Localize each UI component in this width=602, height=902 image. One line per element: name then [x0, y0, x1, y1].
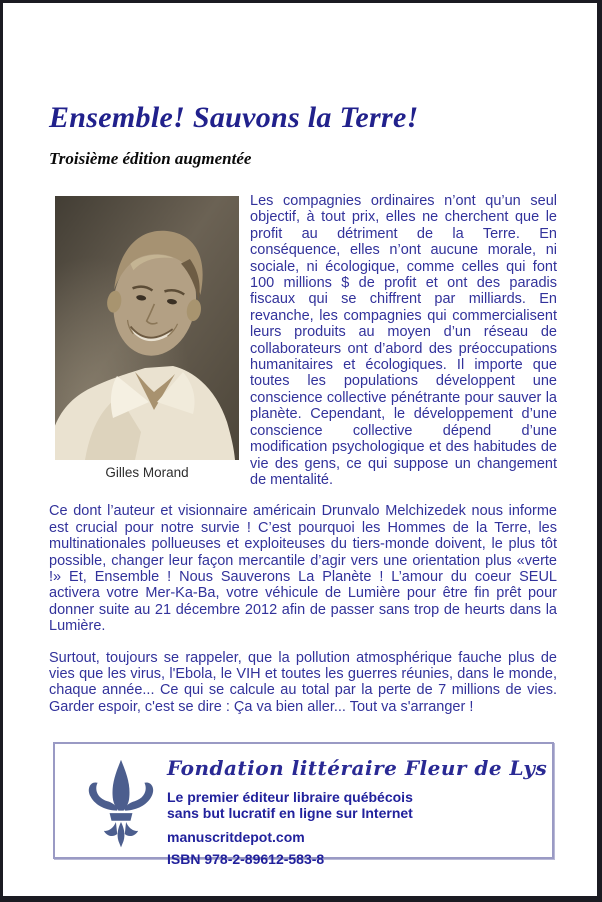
portrait-image	[55, 196, 239, 460]
foundation-name: Fondation littéraire Fleur de Lys	[167, 756, 548, 780]
author-photo	[55, 196, 239, 480]
fleur-de-lys-icon	[83, 753, 159, 853]
isbn: ISBN 978-2-89612-583-8	[167, 851, 325, 867]
publisher-box	[53, 742, 554, 867]
publisher-tagline-line2: sans but lucratif en ligne sur Internet	[167, 804, 413, 821]
photo-caption: Gilles Morand	[105, 465, 189, 480]
page-title: Ensemble! Sauvons la Terre!	[49, 101, 419, 134]
body-text	[49, 193, 557, 730]
publisher-text-block	[167, 756, 547, 867]
paragraph-3: Surtout, toujours se rappeler, que la pollution atmosphérique fauche plus de vies que les virus, l'Ebola, le VIH et toutes les guerres réunies, dans le monde, chaque année... Ce qui se calcule au total par la perte de 7 millions de vies. Garder espoir, c'est se dire : Ça va bien aller... Tout va s'arranger !	[49, 649, 557, 715]
publisher-website: manuscritdepot.com	[167, 829, 305, 845]
page-subtitle: Troisième édition augmentée	[49, 149, 252, 168]
publisher-tagline-line1: Le premier éditeur libraire québécois	[167, 789, 413, 805]
paragraph-1: Les compagnies ordinaires n’ont qu’un seul objectif, à tout prix, elles ne cherchent que le profit au détriment de la Terre. En conséquence, elles n’ont aucune morale, ni sociale, ni écologique, comme celles qui font 100 millions $ de profit et ont des paradis fiscaux qui se chiffrent par milliards. En revanche, les compagnies qui commercialisent leurs produits au moyen d’un réseau de collaborateurs ont d’abord des préoccupations humanitaires et écologiques. Il importe que toutes les populations développent une conscience collective pénétrante pour sauver la planète. Cependant, le développement d’une conscience collective dépend d’une modification psychologique et des habitudes de vie des gens, ce qui suppose un changement de mentalité.	[250, 193, 557, 488]
paragraph-2: Ce dont l’auteur et visionnaire américain Drunvalo Melchizedek nous informe est crucial pour notre survie ! C’est pourquoi les Hommes de la Terre, les multinationales pollueuses et exploiteuses du tiers-monde doivent, le plus tôt possible, changer leur façon mercantile d’agir vers une orientation plus «verte !» Et, Ensemble ! Nous Sauverons La Planète ! L’amour du coeur SEUL activera votre Mer-Ka-Ba, votre véhicule de Lumière pour être fin prêt pour donner suite au 21 décembre 2012 afin de passer sans trop de heurts dans la Lumière.	[49, 503, 557, 635]
